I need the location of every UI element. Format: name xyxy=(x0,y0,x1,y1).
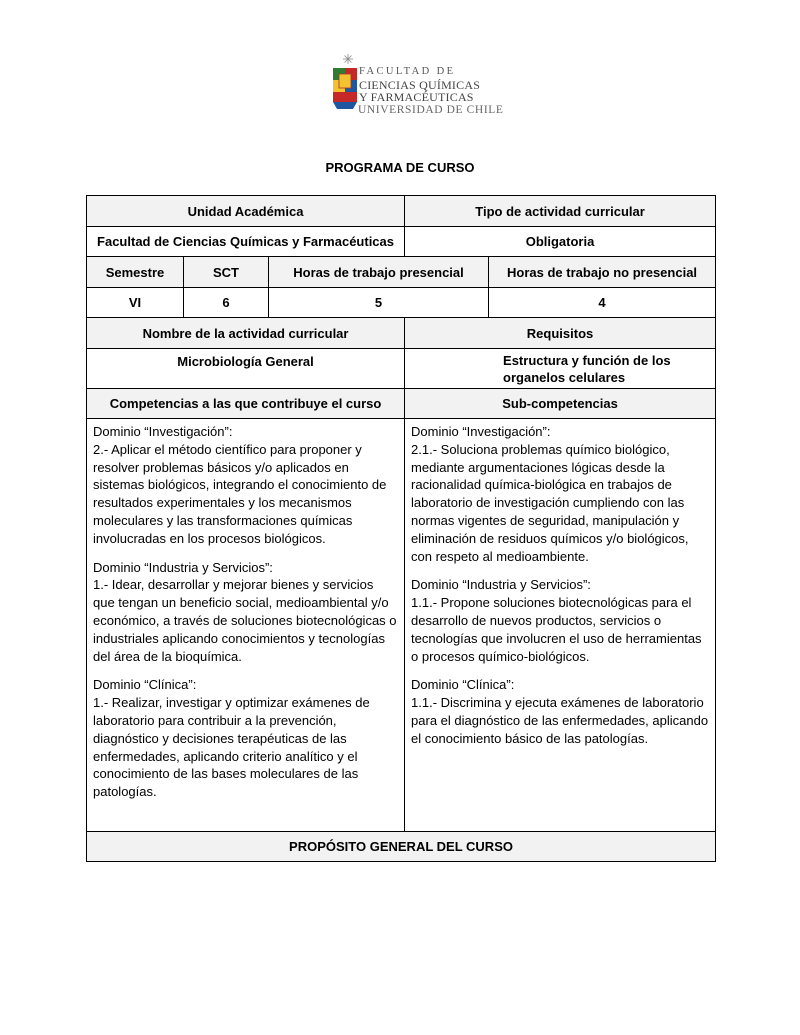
requisitos-value xyxy=(405,349,716,389)
requisitos-label: Requisitos xyxy=(405,318,716,349)
competencia-text: 1.- Idear, desarrollar y mejorar bienes y servicios que tengan un beneficio social, medioambiental y/o económico, a través de soluciones biotecnológicas o industriales aplicando conocimientos y tecnologías del área de la bioquímica. xyxy=(93,577,397,664)
subcompetencia-domain: Dominio “Clínica”: xyxy=(411,677,515,693)
table-row xyxy=(87,349,716,389)
table-row xyxy=(87,288,716,318)
tipo-value: Obligatoria xyxy=(405,227,716,257)
semestre-label: Semestre xyxy=(87,257,184,288)
horas-presencial-label: Horas de trabajo presencial xyxy=(269,257,489,288)
logo-line4: UNIVERSIDAD DE CHILE xyxy=(358,104,504,116)
competencias-label: Competencias a las que contribuye el curso xyxy=(87,389,405,419)
subcompetencia-text: 1.1.- Propone soluciones biotecnológicas para el desarrollo de nuevos productos, servicios o tecnologías que involucren el uso de herramientas o procesos químico-biológicos. xyxy=(411,595,702,664)
sct-label: SCT xyxy=(184,257,269,288)
semestre-value: VI xyxy=(87,288,184,318)
table-row xyxy=(87,196,716,227)
table-row xyxy=(87,389,716,419)
nombre-label: Nombre de la actividad curricular xyxy=(87,318,405,349)
table-row xyxy=(87,832,716,862)
table-row xyxy=(87,257,716,288)
competencias-cell xyxy=(87,419,405,832)
table-row xyxy=(87,227,716,257)
subcompetencia-domain: Dominio “Industria y Servicios”: xyxy=(411,577,591,593)
unidad-label: Unidad Académica xyxy=(87,196,405,227)
proposito-label: PROPÓSITO GENERAL DEL CURSO xyxy=(87,832,716,862)
logo-line2: CIENCIAS QUÍMICAS xyxy=(359,78,481,92)
horas-no-presencial-label: Horas de trabajo no presencial xyxy=(489,257,716,288)
horas-presencial-value: 5 xyxy=(269,288,489,318)
university-crest-icon xyxy=(331,54,359,112)
horas-no-presencial-value: 4 xyxy=(489,288,716,318)
competencia-text: 1.- Realizar, investigar y optimizar exámenes de laboratorio para contribuir a la prevención, diagnóstico y decisiones terapéuticas de las enfermedades, aplicando criterio analítico y el conocimiento de las bases moleculares de las patologías. xyxy=(93,695,370,800)
requisitos-line2: organelos celulares xyxy=(503,369,626,385)
requisitos-line1: Estructura y función de los xyxy=(503,352,671,368)
sct-value: 6 xyxy=(184,288,269,318)
logo-line1: FACULTAD DE xyxy=(359,66,456,77)
table-row xyxy=(87,318,716,349)
table-row xyxy=(87,419,716,832)
logo-line3: Y FARMACÉUTICAS xyxy=(359,90,474,104)
subcompetencias-cell xyxy=(405,419,716,832)
subcompetencia-domain: Dominio “Investigación”: xyxy=(411,424,551,439)
competencia-domain: Dominio “Clínica”: xyxy=(93,677,197,693)
tipo-label: Tipo de actividad curricular xyxy=(405,196,716,227)
faculty-logo xyxy=(331,46,504,120)
subcompetencia-text: 1.1.- Discrimina y ejecuta exámenes de laboratorio para el diagnóstico de las enfermedades, aplicando el conocimiento básico de las patologías. xyxy=(411,695,709,746)
competencia-domain: Dominio “Investigación”: xyxy=(93,424,233,439)
subcompetencias-label: Sub-competencias xyxy=(405,389,716,419)
unidad-value: Facultad de Ciencias Químicas y Farmacéuticas xyxy=(87,227,405,257)
subcompetencia-text: 2.1.- Soluciona problemas químico biológico, mediante argumentaciones lógicas desde la racionalidad química-biológica en trabajos de laboratorio de investigación cumpliendo con las normas vigentes de seguridad, manipulación y eliminación de residuos químicos y/o biológicos, con respeto al medioambiente. xyxy=(411,441,689,564)
program-table xyxy=(86,195,716,862)
document-title: PROGRAMA DE CURSO xyxy=(325,160,475,175)
competencia-text: 2.- Aplicar el método científico para proponer y resolver problemas básicos y/o aplicados en sistemas biológicos, integrando el conocimiento de resultados experimentales y los mecanismos moleculares y las transformaciones químicas involucradas en los procesos biológicos. xyxy=(93,441,387,546)
nombre-value: Microbiología General xyxy=(87,349,405,389)
competencia-domain: Dominio “Industria y Servicios”: xyxy=(93,559,273,575)
